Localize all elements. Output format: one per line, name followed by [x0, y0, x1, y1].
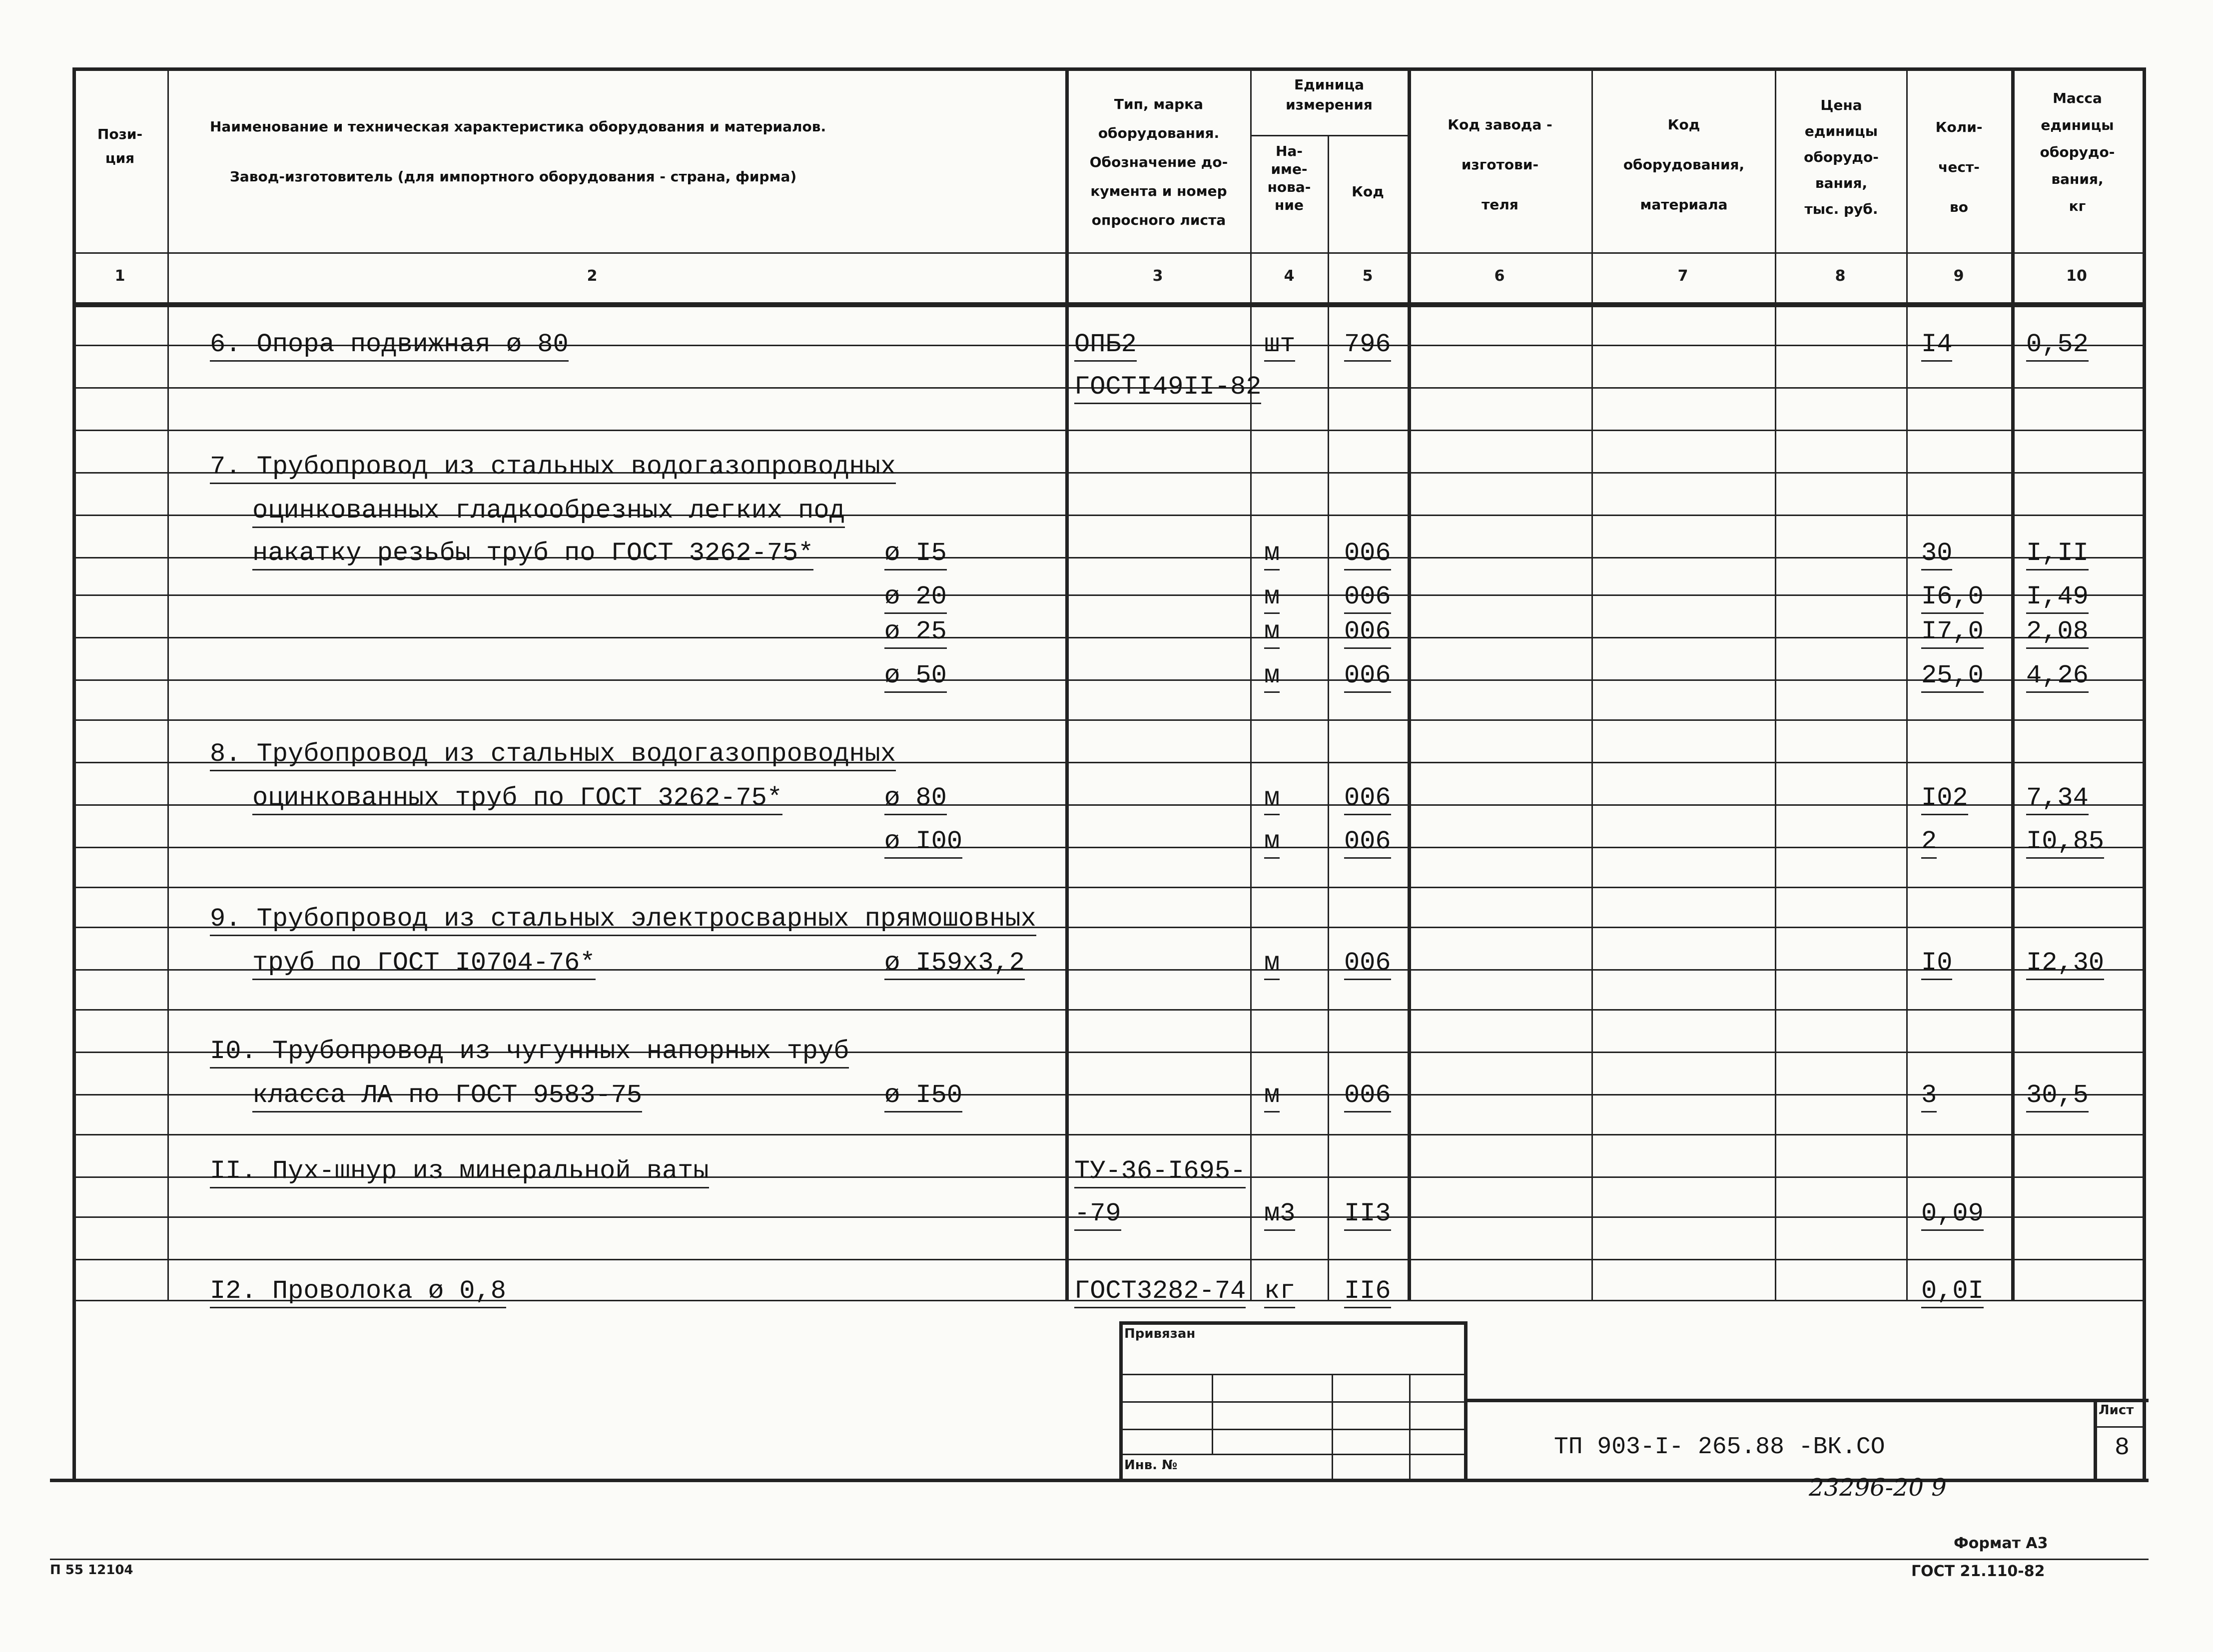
cell-mass: I,II	[2026, 539, 2089, 570]
header-col5: Код	[1352, 183, 1384, 200]
col-sep-3	[1250, 67, 1252, 1301]
cell-mass: I0,85	[2026, 827, 2104, 859]
cell-name: труб по ГОСТ I0704-76*	[252, 948, 596, 980]
colnum-10: 10	[2066, 267, 2087, 285]
cell-type: ТУ-36-I695-	[1074, 1156, 1246, 1188]
cell-dia: ø 25	[884, 617, 947, 649]
row-line	[72, 637, 2146, 638]
cell-mass: 4,26	[2026, 661, 2089, 693]
stamp-v2	[1332, 1374, 1333, 1479]
colnum-4: 4	[1284, 267, 1295, 285]
document-code: ТП 903-I- 265.88 -ВК.СО	[1554, 1434, 1885, 1461]
footer-format: Формат А3	[1954, 1535, 2048, 1552]
cell-dia: ø I59x3,2	[884, 948, 1025, 980]
row-line	[72, 1259, 2146, 1260]
sheet-number: 8	[2115, 1434, 2130, 1462]
cell-dia: ø 50	[884, 661, 947, 693]
cell-name: II. Пух-шнур из минеральной ваты	[210, 1156, 709, 1188]
cell-code: 006	[1344, 827, 1391, 859]
cell-code: 006	[1344, 661, 1391, 693]
cell-name: I0. Трубопровод из чугунных напорных труб	[210, 1037, 849, 1069]
cell-mass: 30,5	[2026, 1081, 2089, 1112]
cell-dia: ø I50	[884, 1081, 962, 1112]
cell-mass: I,49	[2026, 582, 2089, 614]
cell-name: 6. Опора подвижная ø 80	[210, 330, 569, 362]
col-sep-2	[1065, 67, 1069, 1301]
row-line	[72, 887, 2146, 888]
header-col3: Тип, марка оборудования. Обозначение до- кумента и номер опросного листа	[1089, 96, 1228, 228]
table-top-border	[72, 67, 2146, 71]
cell-qty: 0,09	[1921, 1199, 1984, 1231]
col-sep-7	[1775, 67, 1776, 1301]
colnum-8: 8	[1835, 267, 1846, 285]
cell-type: ОПБ2	[1074, 330, 1137, 362]
cell-dia: ø 80	[884, 783, 947, 815]
cell-mass: I2,30	[2026, 948, 2104, 980]
cell-unit: м	[1264, 1081, 1280, 1112]
cell-name: 7. Трубопровод из стальных водогазопроводных	[210, 452, 896, 484]
header-col6: Код завода - изготови- теля	[1448, 116, 1552, 213]
stamp-line-2	[1119, 1401, 1464, 1403]
row-line	[72, 594, 2146, 596]
cell-code: 006	[1344, 582, 1391, 614]
cell-mass: 2,08	[2026, 617, 2089, 649]
header-bottom-line	[72, 252, 2146, 254]
cell-qty: I02	[1921, 783, 1968, 815]
cell-qty: I4	[1921, 330, 1952, 362]
header-col7: Код оборудования, материала	[1623, 116, 1745, 213]
col-sep-6	[1591, 67, 1593, 1301]
sheet-label: Лист	[2099, 1403, 2134, 1418]
row-line	[72, 847, 2146, 848]
cell-mass: 7,34	[2026, 783, 2089, 815]
col-sep-4	[1328, 135, 1329, 1301]
stamp-top	[1119, 1321, 1464, 1325]
header-col2-line1: Наименование и техническая характеристика оборудования и материалов.	[210, 118, 826, 135]
stamp-line-3	[1119, 1429, 1464, 1430]
cell-name: оцинкованных труб по ГОСТ 3262-75*	[252, 783, 782, 815]
colnum-3: 3	[1152, 267, 1163, 285]
cell-qty: I6,0	[1921, 582, 1984, 614]
cell-qty: 30	[1921, 539, 1952, 570]
sheet-box-left	[2094, 1399, 2097, 1480]
stamp-line-4	[1119, 1454, 1464, 1455]
cell-name: 8. Трубопровод из стальных водогазопроводных	[210, 739, 896, 771]
row-line	[72, 679, 2146, 681]
header-col2-line2: Завод-изготовитель (для импортного оборудования - страна, фирма)	[230, 168, 797, 185]
sheet-box-split	[2094, 1426, 2146, 1428]
cell-code: II3	[1344, 1199, 1391, 1231]
cell-unit: шт	[1264, 330, 1295, 362]
row-line	[72, 302, 2146, 304]
header-col1: Пози- ция	[97, 126, 143, 166]
header-col9: Коли- чест- во	[1935, 119, 1983, 215]
cell-unit: м	[1264, 783, 1280, 815]
cell-qty: I7,0	[1921, 617, 1984, 649]
cell-name: I2. Проволока ø 0,8	[210, 1276, 506, 1308]
col-sep-1	[167, 67, 169, 1301]
cell-qty: I0	[1921, 948, 1952, 980]
cell-dia: ø 20	[884, 582, 947, 614]
footer-gost: ГОСТ 21.110-82	[1911, 1563, 2045, 1580]
cell-code: 006	[1344, 783, 1391, 815]
colnum-1: 1	[114, 267, 125, 285]
cell-unit: м	[1264, 827, 1280, 859]
title-block-top	[1464, 1399, 2149, 1402]
cell-unit: м	[1264, 948, 1280, 980]
cell-code: 006	[1344, 948, 1391, 980]
cell-type: -79	[1074, 1199, 1121, 1231]
handwritten-number: 23296-20 9	[1809, 1474, 1947, 1502]
cell-code: II6	[1344, 1276, 1391, 1308]
cell-code: 006	[1344, 1081, 1391, 1112]
cell-qty: 2	[1921, 827, 1937, 859]
colnum-6: 6	[1494, 267, 1505, 285]
col-sep-8	[1906, 67, 1908, 1301]
header-units: Единица измерения	[1286, 76, 1373, 113]
cell-mass: 0,52	[2026, 330, 2089, 362]
colnum-bottom-line	[72, 304, 2146, 307]
frame-left	[72, 67, 76, 1481]
cell-name: оцинкованных гладкообрезных легких под	[252, 496, 845, 528]
cell-code: 006	[1344, 617, 1391, 649]
cell-unit: кг	[1264, 1276, 1295, 1308]
footer-left-code: П 55 12104	[50, 1563, 133, 1578]
colnum-7: 7	[1677, 267, 1688, 285]
stamp-right	[1464, 1321, 1468, 1480]
cell-qty: 25,0	[1921, 661, 1984, 693]
row-line	[72, 1009, 2146, 1011]
col-sep-5	[1408, 67, 1411, 1301]
row-line	[72, 719, 2146, 721]
cell-name: накатку резьбы труб по ГОСТ 3262-75*	[252, 539, 813, 570]
header-col8: Цена единицы оборудо- вания, тыс. руб.	[1804, 97, 1879, 217]
colnum-9: 9	[1953, 267, 1964, 285]
colnum-2: 2	[587, 267, 598, 285]
header-col10: Масса единицы оборудо- вания, кг	[2040, 90, 2115, 214]
privyazan-label: Привязан	[1124, 1326, 1196, 1341]
cell-type: ГОСТ3282-74	[1074, 1276, 1246, 1308]
cell-unit: м	[1264, 582, 1280, 614]
stamp-v3	[1409, 1374, 1411, 1479]
cell-name: 9. Трубопровод из стальных электросварных прямошовных	[210, 904, 1036, 936]
cell-dia: ø I00	[884, 827, 962, 859]
cell-code: 796	[1344, 330, 1391, 362]
row-line	[72, 1134, 2146, 1135]
colnum-5: 5	[1362, 267, 1373, 285]
cell-unit: м3	[1264, 1199, 1295, 1231]
frame-right	[2143, 67, 2146, 1481]
cell-unit: м	[1264, 617, 1280, 649]
stamp-line-1	[1119, 1374, 1464, 1375]
cell-type: ГОСТI49II-82	[1074, 372, 1261, 404]
col-sep-9	[2011, 67, 2015, 1301]
cell-code: 006	[1344, 539, 1391, 570]
stamp-v1	[1212, 1374, 1213, 1454]
cell-unit: м	[1264, 661, 1280, 693]
stamp-left	[1119, 1321, 1123, 1480]
cell-qty: 0,0I	[1921, 1276, 1984, 1308]
row-line	[72, 430, 2146, 431]
cell-unit: м	[1264, 539, 1280, 570]
cell-qty: 3	[1921, 1081, 1937, 1112]
cell-dia: ø I5	[884, 539, 947, 570]
footer-line	[50, 1559, 2149, 1560]
inv-no-label: Инв. №	[1124, 1458, 1178, 1473]
header-col4: На- име- нова- ние	[1267, 143, 1311, 213]
cell-name: класса ЛА по ГОСТ 9583-75	[252, 1081, 642, 1112]
